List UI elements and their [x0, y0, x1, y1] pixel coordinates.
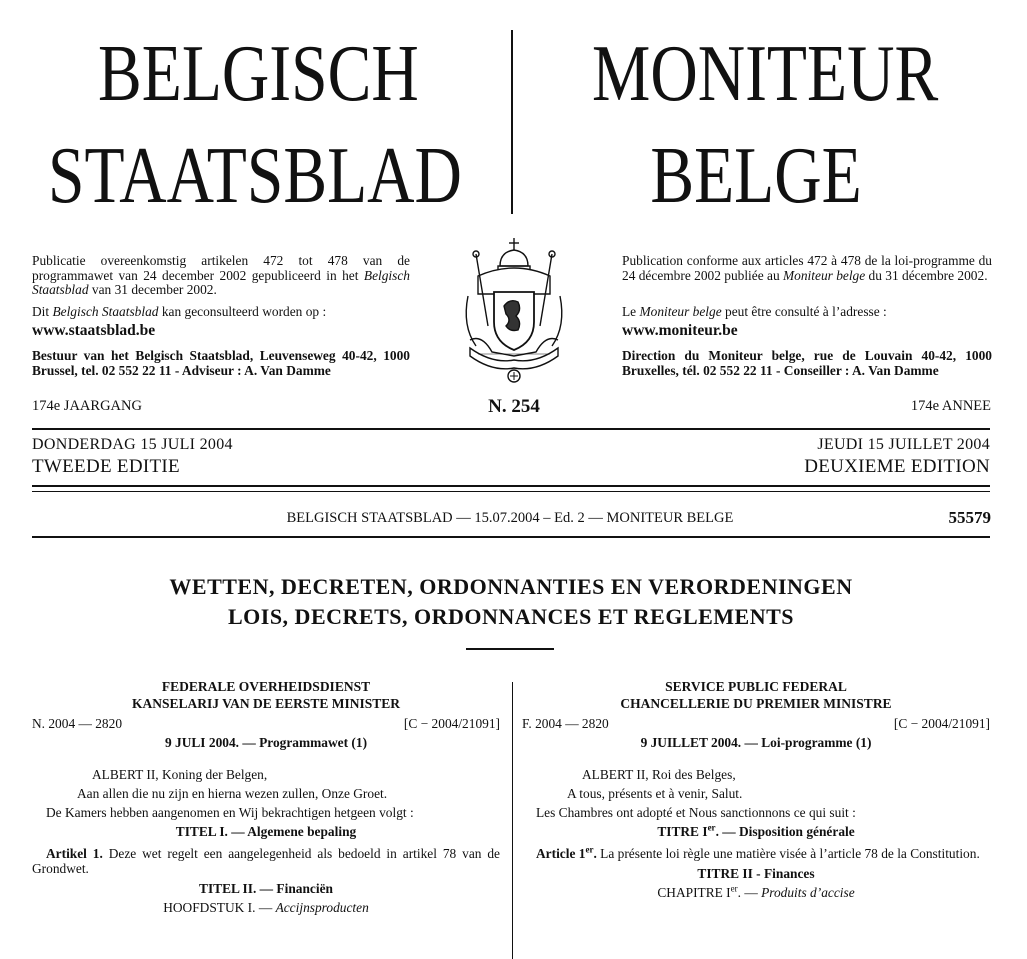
section-title-fr: LOIS, DECRETS, ORDONNANCES ET REGLEMENTS	[227, 604, 795, 629]
nl-department-sub: KANSELARIJ VAN DE EERSTE MINISTER	[131, 696, 401, 711]
coat-of-arms-icon	[448, 236, 580, 386]
fr-reference-row	[522, 716, 990, 732]
masthead-nl-line1: BELGISCH	[98, 30, 419, 118]
fr-chapter-1: CHAPITRE Ier. — Produits d’accise	[657, 883, 855, 900]
nl-preamble-1: ALBERT II, Koning der Belgen,	[92, 767, 268, 782]
masthead-divider	[511, 30, 513, 214]
nl-chapter-1: HOOFDSTUK I. — Accijnsproducten	[163, 900, 369, 915]
masthead-nl-line2: STAATSBLAD	[48, 132, 462, 220]
nl-date: DONDERDAG 15 JULI 2004	[32, 436, 233, 453]
nl-preamble-2: Aan allen die nu zijn en hierna wezen zullen, Onze Groet.	[77, 786, 388, 801]
rule-top-dateband	[32, 428, 990, 430]
running-header-title: BELGISCH STAATSBLAD — 15.07.2004 – Ed. 2 — MONITEUR BELGE	[286, 510, 734, 526]
rule-double-dateband	[32, 491, 990, 492]
fr-department: SERVICE PUBLIC FEDERAL	[665, 679, 847, 694]
fr-preamble-1: ALBERT II, Roi des Belges,	[582, 767, 736, 782]
fr-article-1: Article 1er. La présente loi règle une matière visée à l’article 78 de la Constitution.	[536, 844, 980, 861]
nl-publication-notice: Publicatie overeenkomstig artikelen 472 tot 478 van de programmawet van 24 december 2002 gepubliceerd in het Belgisch Staatsblad van 31 december 2002.	[32, 253, 410, 297]
fr-edition: DEUXIEME EDITION	[804, 456, 990, 477]
masthead-fr-line2: BELGE	[650, 132, 862, 220]
nl-department: FEDERALE OVERHEIDSDIENST	[161, 679, 371, 694]
nl-act-title: 9 JULI 2004. — Programmawet (1)	[164, 735, 368, 750]
nl-address: Bestuur van het Belgisch Staatsblad, Leuvenseweg 40-42, 1000 Brussel, tel. 02 552 22 11 - Adviseur : A. Van Damme	[32, 348, 410, 378]
rule-running-header	[32, 536, 990, 538]
fr-website-link[interactable]: www.moniteur.be	[622, 322, 738, 339]
masthead-fr-line1: MONITEUR	[592, 30, 939, 118]
fr-consult-notice: Le Moniteur belge peut être consulté à l’adresse :	[622, 304, 887, 319]
page-number: 55579	[948, 508, 991, 527]
nl-reference-row	[32, 716, 500, 732]
nl-titel-1: TITEL I. — Algemene bepaling	[175, 824, 357, 839]
fr-address: Direction du Moniteur belge, rue de Louvain 40-42, 1000 Bruxelles, tél. 02 552 22 11 - Conseiller : A. Van Damme	[622, 348, 992, 378]
nl-article-1: Artikel 1. Deze wet regelt een aangelegenheid als bedoeld in artikel 78 van de Grondwet.	[32, 846, 500, 876]
fr-ref-number: F. 2004 — 2820	[522, 716, 609, 731]
fr-department-sub: CHANCELLERIE DU PREMIER MINISTRE	[620, 696, 892, 711]
fr-ref-code: [C − 2004/21091]	[893, 716, 990, 731]
fr-date: JEUDI 15 JUILLET 2004	[817, 436, 990, 453]
nl-ref-code: [C − 2004/21091]	[403, 716, 500, 731]
nl-preamble-3: De Kamers hebben aangenomen en Wij bekrachtigen hetgeen volgt :	[46, 805, 414, 820]
left-column	[32, 678, 500, 916]
fr-year: 174e ANNEE	[910, 398, 991, 414]
fr-titre-2: TITRE II - Finances	[697, 866, 815, 881]
fr-titre-1: TITRE Ier. — Disposition générale	[657, 822, 855, 839]
rule-bottom-dateband	[32, 485, 990, 487]
section-title-underline	[466, 648, 554, 650]
fr-preamble-2: A tous, présents et à venir, Salut.	[567, 786, 743, 801]
fr-preamble-3: Les Chambres ont adopté et Nous sanctionnons ce qui suit :	[536, 805, 856, 820]
nl-consult-notice: Dit Belgisch Staatsblad kan geconsulteerd worden op :	[32, 304, 327, 319]
column-divider	[512, 682, 513, 959]
nl-edition: TWEEDE EDITIE	[32, 456, 180, 477]
nl-website-link[interactable]: www.staatsblad.be	[32, 322, 156, 339]
section-title-nl: WETTEN, DECRETEN, ORDONNANTIES EN VERORDENINGEN	[169, 574, 853, 599]
nl-ref-number: N. 2004 — 2820	[32, 716, 123, 731]
fr-publication-notice: Publication conforme aux articles 472 à 478 de la loi-programme du 24 décembre 2002 publiée au Moniteur belge du 31 décembre 2002.	[622, 253, 992, 283]
fr-act-title: 9 JUILLET 2004. — Loi-programme (1)	[640, 735, 872, 750]
nl-titel-2: TITEL II. — Financiën	[199, 881, 333, 896]
right-column	[522, 678, 990, 901]
nl-year: 174e JAARGANG	[32, 398, 142, 414]
issue-number: N. 254	[488, 396, 540, 417]
